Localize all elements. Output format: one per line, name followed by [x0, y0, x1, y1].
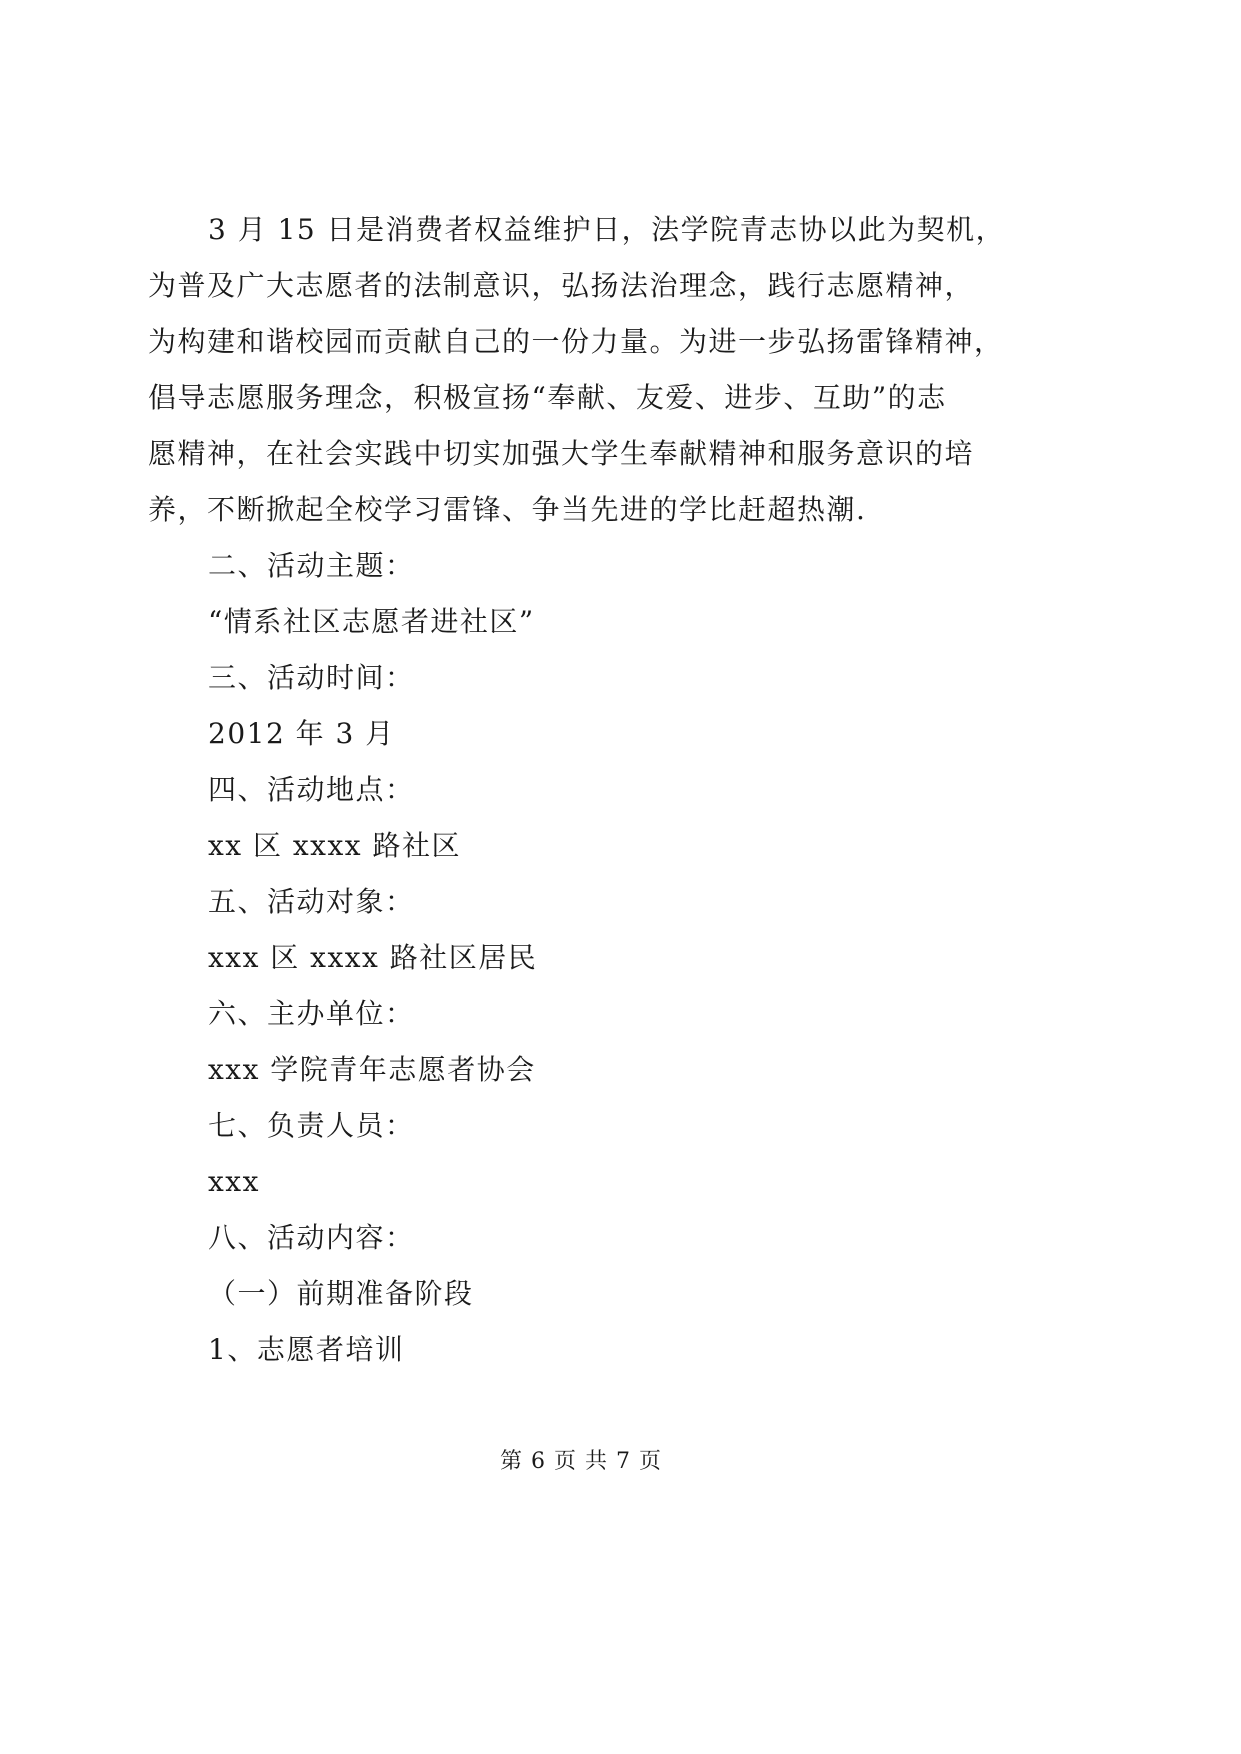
audience-value: xxx 区 xxxx 路社区居民: [208, 941, 538, 974]
stage-item: 1、志愿者培训: [208, 1333, 405, 1366]
paragraph-line-3: 为构建和谐校园而贡献自己的一份力量。为进一步弘扬雷锋精神，: [148, 325, 1004, 358]
content-heading: 八、活动内容：: [208, 1221, 415, 1254]
location-value: xx 区 xxxx 路社区: [208, 829, 461, 862]
stage-heading: （一）前期准备阶段: [208, 1277, 474, 1310]
time-value: 2012 年 3 月: [208, 717, 395, 750]
paragraph-line-1: 3 月 15 日是消费者权益维护日，法学院青志协以此为契机，: [208, 213, 1006, 246]
paragraph-line-2: 为普及广大志愿者的法制意识，弘扬法治理念，践行志愿精神，: [148, 269, 975, 302]
paragraph-line-4: 倡导志愿服务理念，积极宣扬“奉献、友爱、进步、互助”的志: [148, 381, 947, 414]
organizer-value: xxx 学院青年志愿者协会: [208, 1053, 536, 1086]
paragraph-line-6: 养，不断掀起全校学习雷锋、争当先进的学比赶超热潮.: [148, 493, 867, 526]
theme-value: “情系社区志愿者进社区”: [208, 605, 535, 638]
page-number-footer: 第 6 页 共 7 页: [500, 1449, 662, 1474]
location-heading: 四、活动地点：: [208, 773, 415, 806]
person-value: xxx: [208, 1165, 260, 1198]
audience-heading: 五、活动对象：: [208, 885, 415, 918]
page-body: [148, 202, 1028, 1378]
theme-heading: 二、活动主题：: [208, 549, 415, 582]
paragraph-line-5: 愿精神，在社会实践中切实加强大学生奉献精神和服务意识的培: [148, 437, 975, 470]
person-heading: 七、负责人员：: [208, 1109, 415, 1142]
organizer-heading: 六、主办单位：: [208, 997, 415, 1030]
time-heading: 三、活动时间：: [208, 661, 415, 694]
